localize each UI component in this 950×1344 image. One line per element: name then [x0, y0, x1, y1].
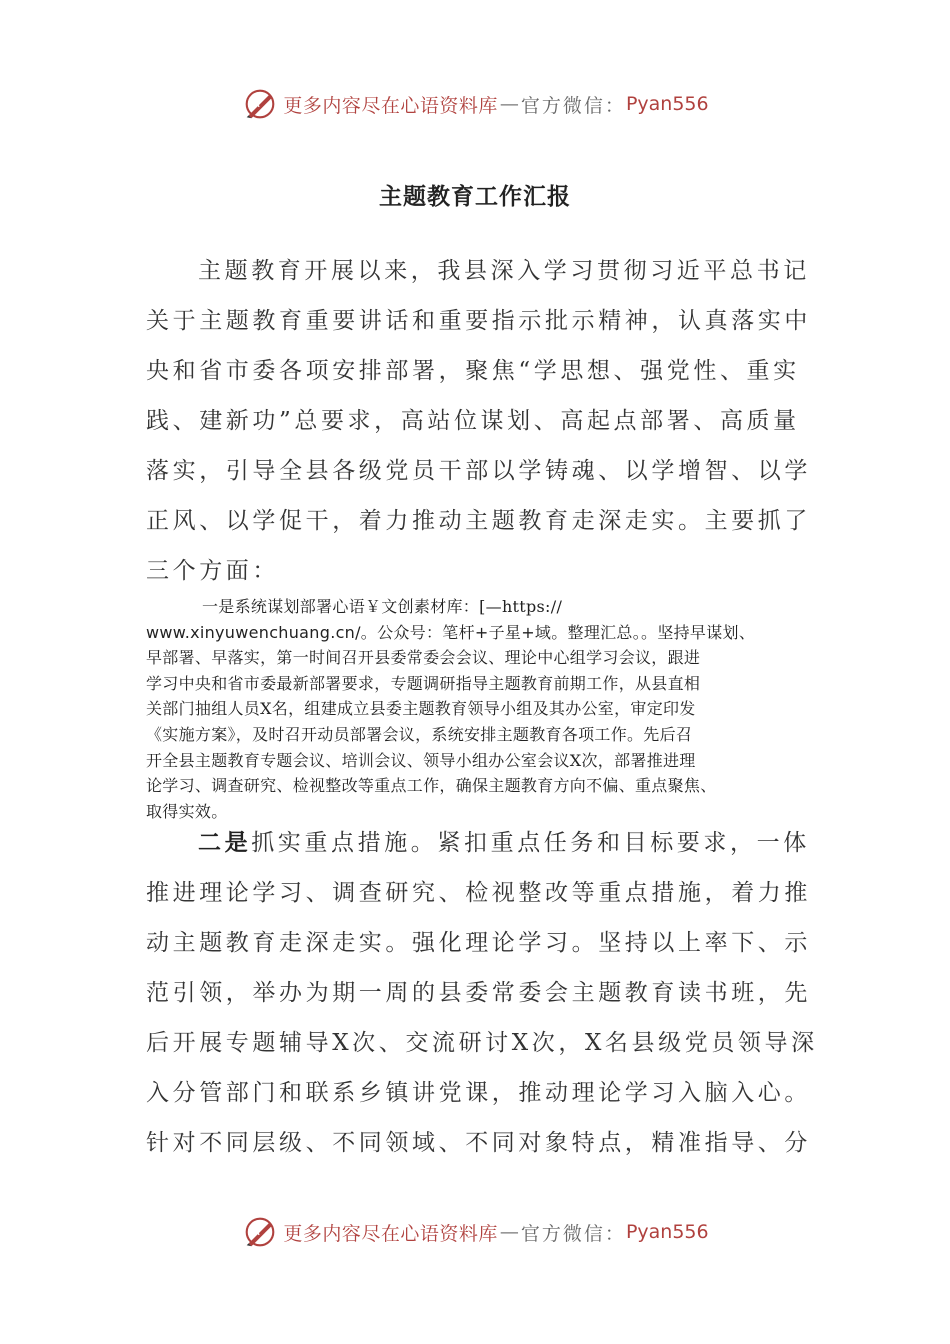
text-line: 践、建新功”总要求，高站位谋划、高起点部署、高质量	[146, 408, 800, 434]
banner-label: 官方微信：	[520, 1222, 626, 1245]
bold-lead: 二是	[198, 830, 252, 856]
text-line: 关于主题教育重要讲话和重要指示批示精神，认真落实中	[146, 308, 811, 334]
banner-dash: —	[499, 93, 519, 115]
banner-dash: —	[499, 1221, 519, 1243]
text-line: 学习中央和省市委最新部署要求，专题调研指导主题教育前期工作，从县直相	[146, 673, 701, 693]
header-watermark-banner	[0, 84, 950, 124]
text-line: 论学习、调查研究、检视整改等重点工作，确保主题教育方向不偏、重点聚焦、	[146, 776, 717, 796]
text-line: 后开展专题辅导X次、交流研讨X次，X名县级党员领导深	[146, 1030, 818, 1056]
text-line-rest: 抓实重点措施。紧扣重点任务和目标要求，一体	[251, 830, 810, 856]
banner-text: 更多内容尽在心语资料库	[283, 94, 498, 117]
paragraph-key-measures	[146, 818, 818, 1168]
banner-label: 官方微信：	[520, 94, 626, 117]
text-line: 范引领，举办为期一周的县委常委会主题教育读书班，先	[146, 980, 811, 1006]
banner-wechat-id: Pyan556	[625, 1221, 709, 1243]
paragraph-system-planning	[146, 594, 816, 824]
text-line: 关部门抽组人员X名，组建成立县委主题教育领导小组及其办公室，审定印发	[146, 699, 696, 719]
text-line: 取得实效。	[146, 801, 228, 821]
text-line: 一是系统谋划部署心语￥文创素材库：[—https://	[202, 597, 563, 616]
text-line: 央和省市委各项安排部署，聚焦“学思想、强党性、重实	[146, 358, 800, 384]
text-line: 推进理论学习、调查研究、检视整改等重点措施，着力推	[146, 880, 811, 906]
text-line: 主题教育开展以来，我县深入学习贯彻习近平总书记	[198, 258, 810, 284]
text-line: 正风、以学促干，着力推动主题教育走深走实。主要抓了	[146, 508, 811, 534]
footer-watermark-banner	[0, 1212, 950, 1252]
text-line: 动主题教育走深走实。强化理论学习。坚持以上率下、示	[146, 930, 811, 956]
banner-text: 更多内容尽在心语资料库	[283, 1222, 498, 1245]
text-line	[146, 818, 810, 868]
text-line: www.xinyuwenchuang.cn/。公众号：笔杆+子星+域。整理汇总。。坚持早谋划、	[146, 622, 756, 642]
text-line: 早部署、早落实，第一时间召开县委常委会会议、理论中心组学习会议，跟进	[146, 648, 701, 668]
banner-wechat-id: Pyan556	[625, 93, 709, 115]
text-line: 开全县主题教育专题会议、培训会议、领导小组办公室会议X次，部署推进理	[146, 750, 696, 770]
pen-logo-icon	[241, 1213, 279, 1251]
text-line: 入分管部门和联系乡镇讲党课，推动理论学习入脑入心。	[146, 1080, 811, 1106]
paragraph-intro	[146, 246, 811, 596]
document-title: 主题教育工作汇报	[379, 184, 571, 210]
text-line: 针对不同层级、不同领域、不同对象特点，精准指导、分	[146, 1130, 811, 1156]
text-line: 三个方面：	[146, 558, 279, 584]
text-line: 落实，引导全县各级党员干部以学铸魂、以学增智、以学	[146, 458, 811, 484]
pen-logo-icon	[241, 85, 279, 123]
text-line: 《实施方案》，及时召开动员部署会议，系统安排主题教育各项工作。先后召	[146, 724, 693, 744]
